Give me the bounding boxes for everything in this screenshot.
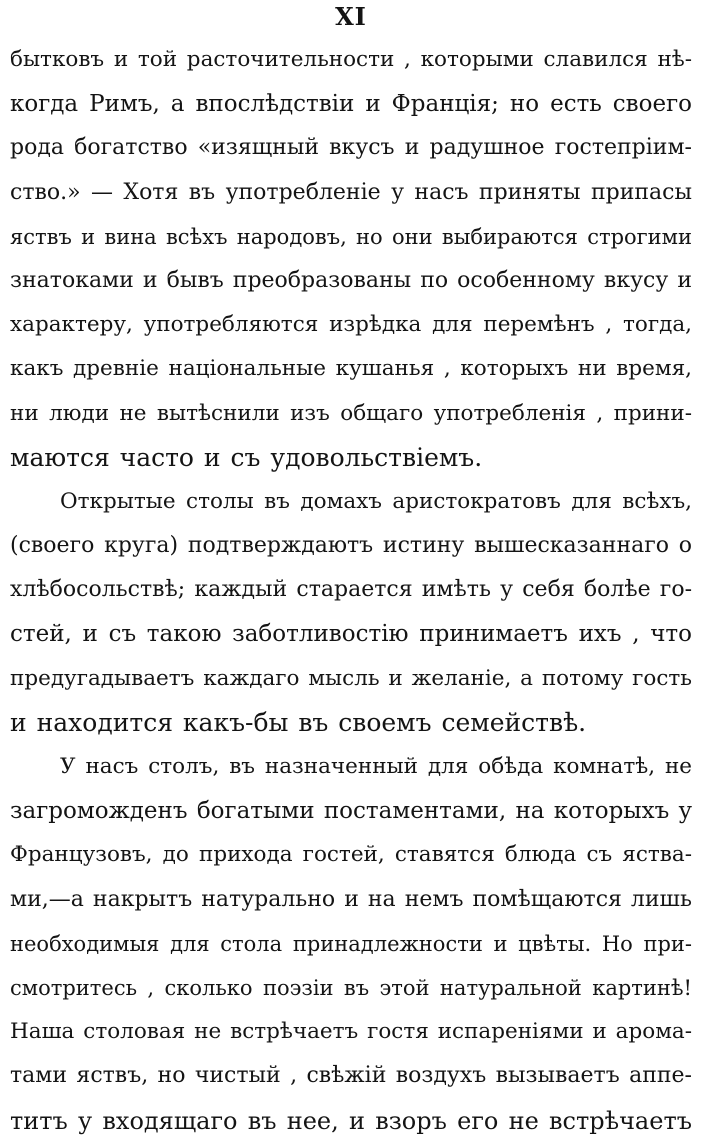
text-line: необходимыя для стола принадлежности и цвѣты. Но при- [10, 931, 692, 956]
text-line: и находится какъ-бы въ своемъ семействѣ. [10, 707, 587, 737]
page-number: XI [335, 2, 367, 31]
text-line: стей, и съ такою заботливостію принимаетъ ихъ , что [10, 621, 692, 648]
text-line: ни люди не вытѣснили изъ общаго употребленія , прини- [10, 400, 692, 426]
text-line: рода богатство «изящный вкусъ и радушное гостепріим- [10, 135, 692, 161]
text-line: Французовъ, до прихода гостей, ставятся блюда съ яства- [10, 842, 692, 868]
text-line: смотритесь , сколько поэзіи въ этой натуральной картинѣ! [10, 975, 692, 1000]
body-text [10, 38, 692, 1143]
text-line: ство.» — Хотя въ употребленіе у насъ приняты припасы [10, 179, 692, 205]
text-line: когда Римъ, а впослѣдствіи и Франція; но есть своего [10, 91, 692, 118]
text-line: какъ древніе національные кушанья , которыхъ ни время, [10, 356, 692, 382]
text-line: хлѣбосольствѣ; каждый старается имѣть у себя болѣе го- [10, 577, 692, 603]
text-line: (своего круга) подтверждаютъ истину вышесказаннаго о [10, 533, 692, 559]
text-line: У насъ столъ, въ назначенный для обѣда комнатѣ, не [60, 754, 692, 779]
text-line: титъ у входящаго въ нее, и взоръ его не встрѣчаетъ [10, 1106, 692, 1135]
text-line: предугадываетъ каждаго мысль и желаніе, а потому гость [10, 665, 692, 691]
text-line: маются часто и съ удовольствіемъ. [10, 442, 483, 472]
text-line: знатоками и бывъ преобразованы по особенному вкусу и [10, 267, 692, 293]
text-line: Наша столовая не встрѣчаетъ гостя испареніями и арома- [10, 1019, 692, 1045]
text-line: бытковъ и той расточительности , которыми славился нѣ- [10, 47, 692, 72]
text-line: характеру, употребляются изрѣдка для перемѣнъ , тогда, [10, 312, 692, 338]
text-line: Открытые столы въ домахъ аристократовъ для всѣхъ, [60, 488, 692, 514]
text-line: яствъ и вина всѣхъ народовъ, но они выбираются строгими [10, 224, 692, 249]
text-line: тами яствъ, но чистый , свѣжій воздухъ вызываетъ аппе- [10, 1063, 692, 1089]
text-line: ми,—а накрытъ натурально и на немъ помѣщаются лишь [10, 886, 692, 912]
text-line: загроможденъ богатыми постаментами, на которыхъ у [10, 798, 692, 825]
